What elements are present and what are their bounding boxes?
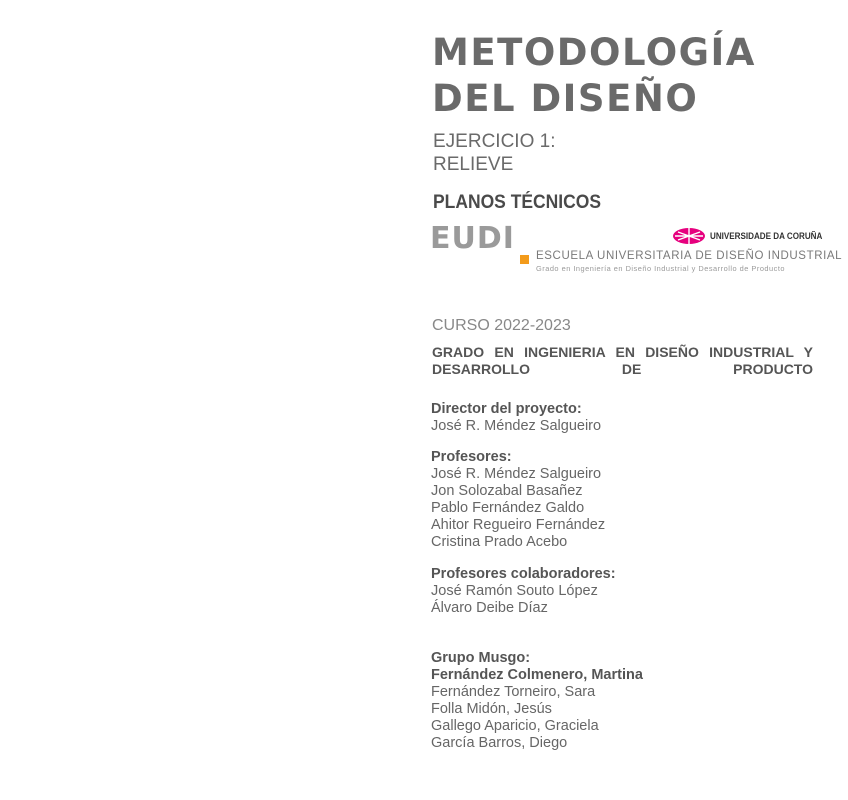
list-item: José R. Méndez Salgueiro: [431, 466, 602, 482]
udc-logo: [672, 226, 842, 246]
grupo-heading: Grupo Musgo:: [431, 650, 531, 666]
exercise-subtitle: [433, 130, 555, 176]
list-item: Gallego Aparicio, Graciela: [431, 718, 599, 734]
colaboradores-heading: Profesores colaboradores:: [431, 566, 616, 582]
colaboradores-block: [431, 566, 616, 617]
eudi-logo: EUDI: [430, 221, 515, 256]
profesores-block: [431, 449, 605, 551]
list-item: Álvaro Deibe Díaz: [431, 600, 548, 616]
list-item: Ahitor Regueiro Fernández: [431, 517, 606, 533]
director-heading: Director del proyecto:: [431, 401, 582, 417]
school-name: ESCUELA UNIVERSITARIA DE DISEÑO INDUSTRIAL: [536, 250, 843, 262]
subtitle-line-2: RELIEVE: [433, 154, 514, 175]
grupo-block: [431, 650, 643, 752]
section-heading: PLANOS TÉCNICOS: [433, 192, 602, 213]
director-name: José R. Méndez Salgueiro: [431, 418, 602, 434]
profesores-heading: Profesores:: [431, 449, 512, 465]
list-item: Fernández Torneiro, Sara: [431, 684, 596, 700]
school-degree-subtitle: Grado en Ingeniería en Diseño Industrial y Desarrollo de Producto: [536, 264, 786, 273]
director-block: [431, 401, 601, 435]
title-line-1: METODOLOGÍA: [432, 31, 756, 74]
title-line-2: DEL DISEÑO: [432, 77, 699, 120]
subtitle-line-1: EJERCICIO 1:: [433, 131, 556, 152]
academic-year: CURSO 2022-2023: [432, 317, 571, 334]
list-item: José Ramón Souto López: [431, 583, 598, 599]
list-item: Folla Midón, Jesús: [431, 701, 552, 717]
grupo-lead: Fernández Colmenero, Martina: [431, 667, 643, 683]
list-item: García Barros, Diego: [431, 735, 568, 751]
eudi-accent-square: [520, 255, 529, 264]
udc-name: UNIVERSIDADE DA CORUÑA: [710, 230, 823, 242]
document-title: [432, 30, 756, 122]
list-item: Pablo Fernández Galdo: [431, 500, 585, 516]
list-item: Jon Solozabal Basañez: [431, 483, 583, 499]
list-item: Cristina Prado Acebo: [431, 534, 568, 550]
degree-name: GRADO EN INGENIERIA EN DISEÑO INDUSTRIAL Y DESARROLLO DE PRODUCTO: [432, 344, 813, 377]
udc-emblem-icon: [672, 226, 706, 246]
